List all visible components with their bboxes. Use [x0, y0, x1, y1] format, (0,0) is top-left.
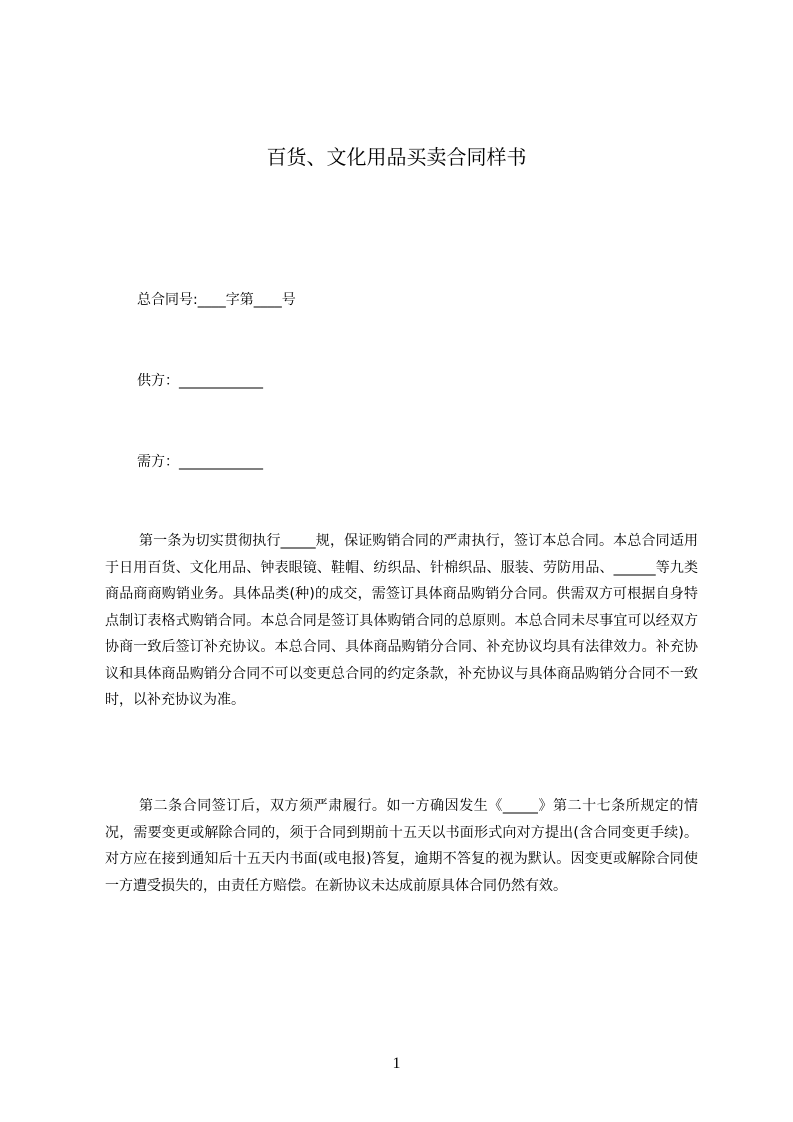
supplier-line	[137, 371, 263, 391]
contract-number-prefix: 总合同号:	[137, 292, 198, 308]
contract-number-middle: 字第	[225, 292, 254, 308]
buyer-line	[137, 452, 263, 472]
buyer-blank: ____________	[179, 454, 263, 470]
contract-number-line	[137, 290, 296, 310]
article-1: 第一条为切实贯彻执行_____规，保证购销合同的严肃执行，签订本总合同。本总合同适用于日用百货、文化用品、钟表眼镜、鞋帽、纺织品、针棉织品、服装、劳防用品、______等九类商品商商购销业务。具体品类(种)的成交，需签订具体商品购销分合同。供需双方可根据自身特点制订表格式购销合同。本总合同是签订具体购销合同的总原则。本总合同未尽事宜可以经双方协商一致后签订补充协议。本总合同、具体商品购销分合同、补充协议均具有法律效力。补充协议和具体商品购销分合同不可以变更总合同的约定条款，补充协议与具体商品购销分合同不一致时，以补充协议为准。	[105, 533, 698, 708]
supplier-blank: ____________	[179, 373, 263, 389]
buyer-label: 需方：	[137, 454, 179, 470]
article-2: 第二条合同签订后，双方须严肃履行。如一方确因发生《_____》第二十七条所规定的情况，需要变更或解除合同的，须于合同到期前十五天以书面形式向对方提出(含合同变更手续)。对方应在接到通知后十五天内书面(或电报)答复，逾期不答复的视为默认。因变更或解除合同使一方遭受损失的，由责任方赔偿。在新协议未达成前原具体合同仍然有效。	[105, 798, 698, 894]
contract-number-suffix: 号	[281, 292, 296, 308]
contract-number-blank-2: ____	[253, 292, 282, 308]
page-number: 1	[392, 1055, 401, 1072]
document-title: 百货、文化用品买卖合同样书	[266, 145, 527, 169]
supplier-label: 供方：	[137, 373, 179, 389]
contract-number-blank-1: ____	[197, 292, 226, 308]
